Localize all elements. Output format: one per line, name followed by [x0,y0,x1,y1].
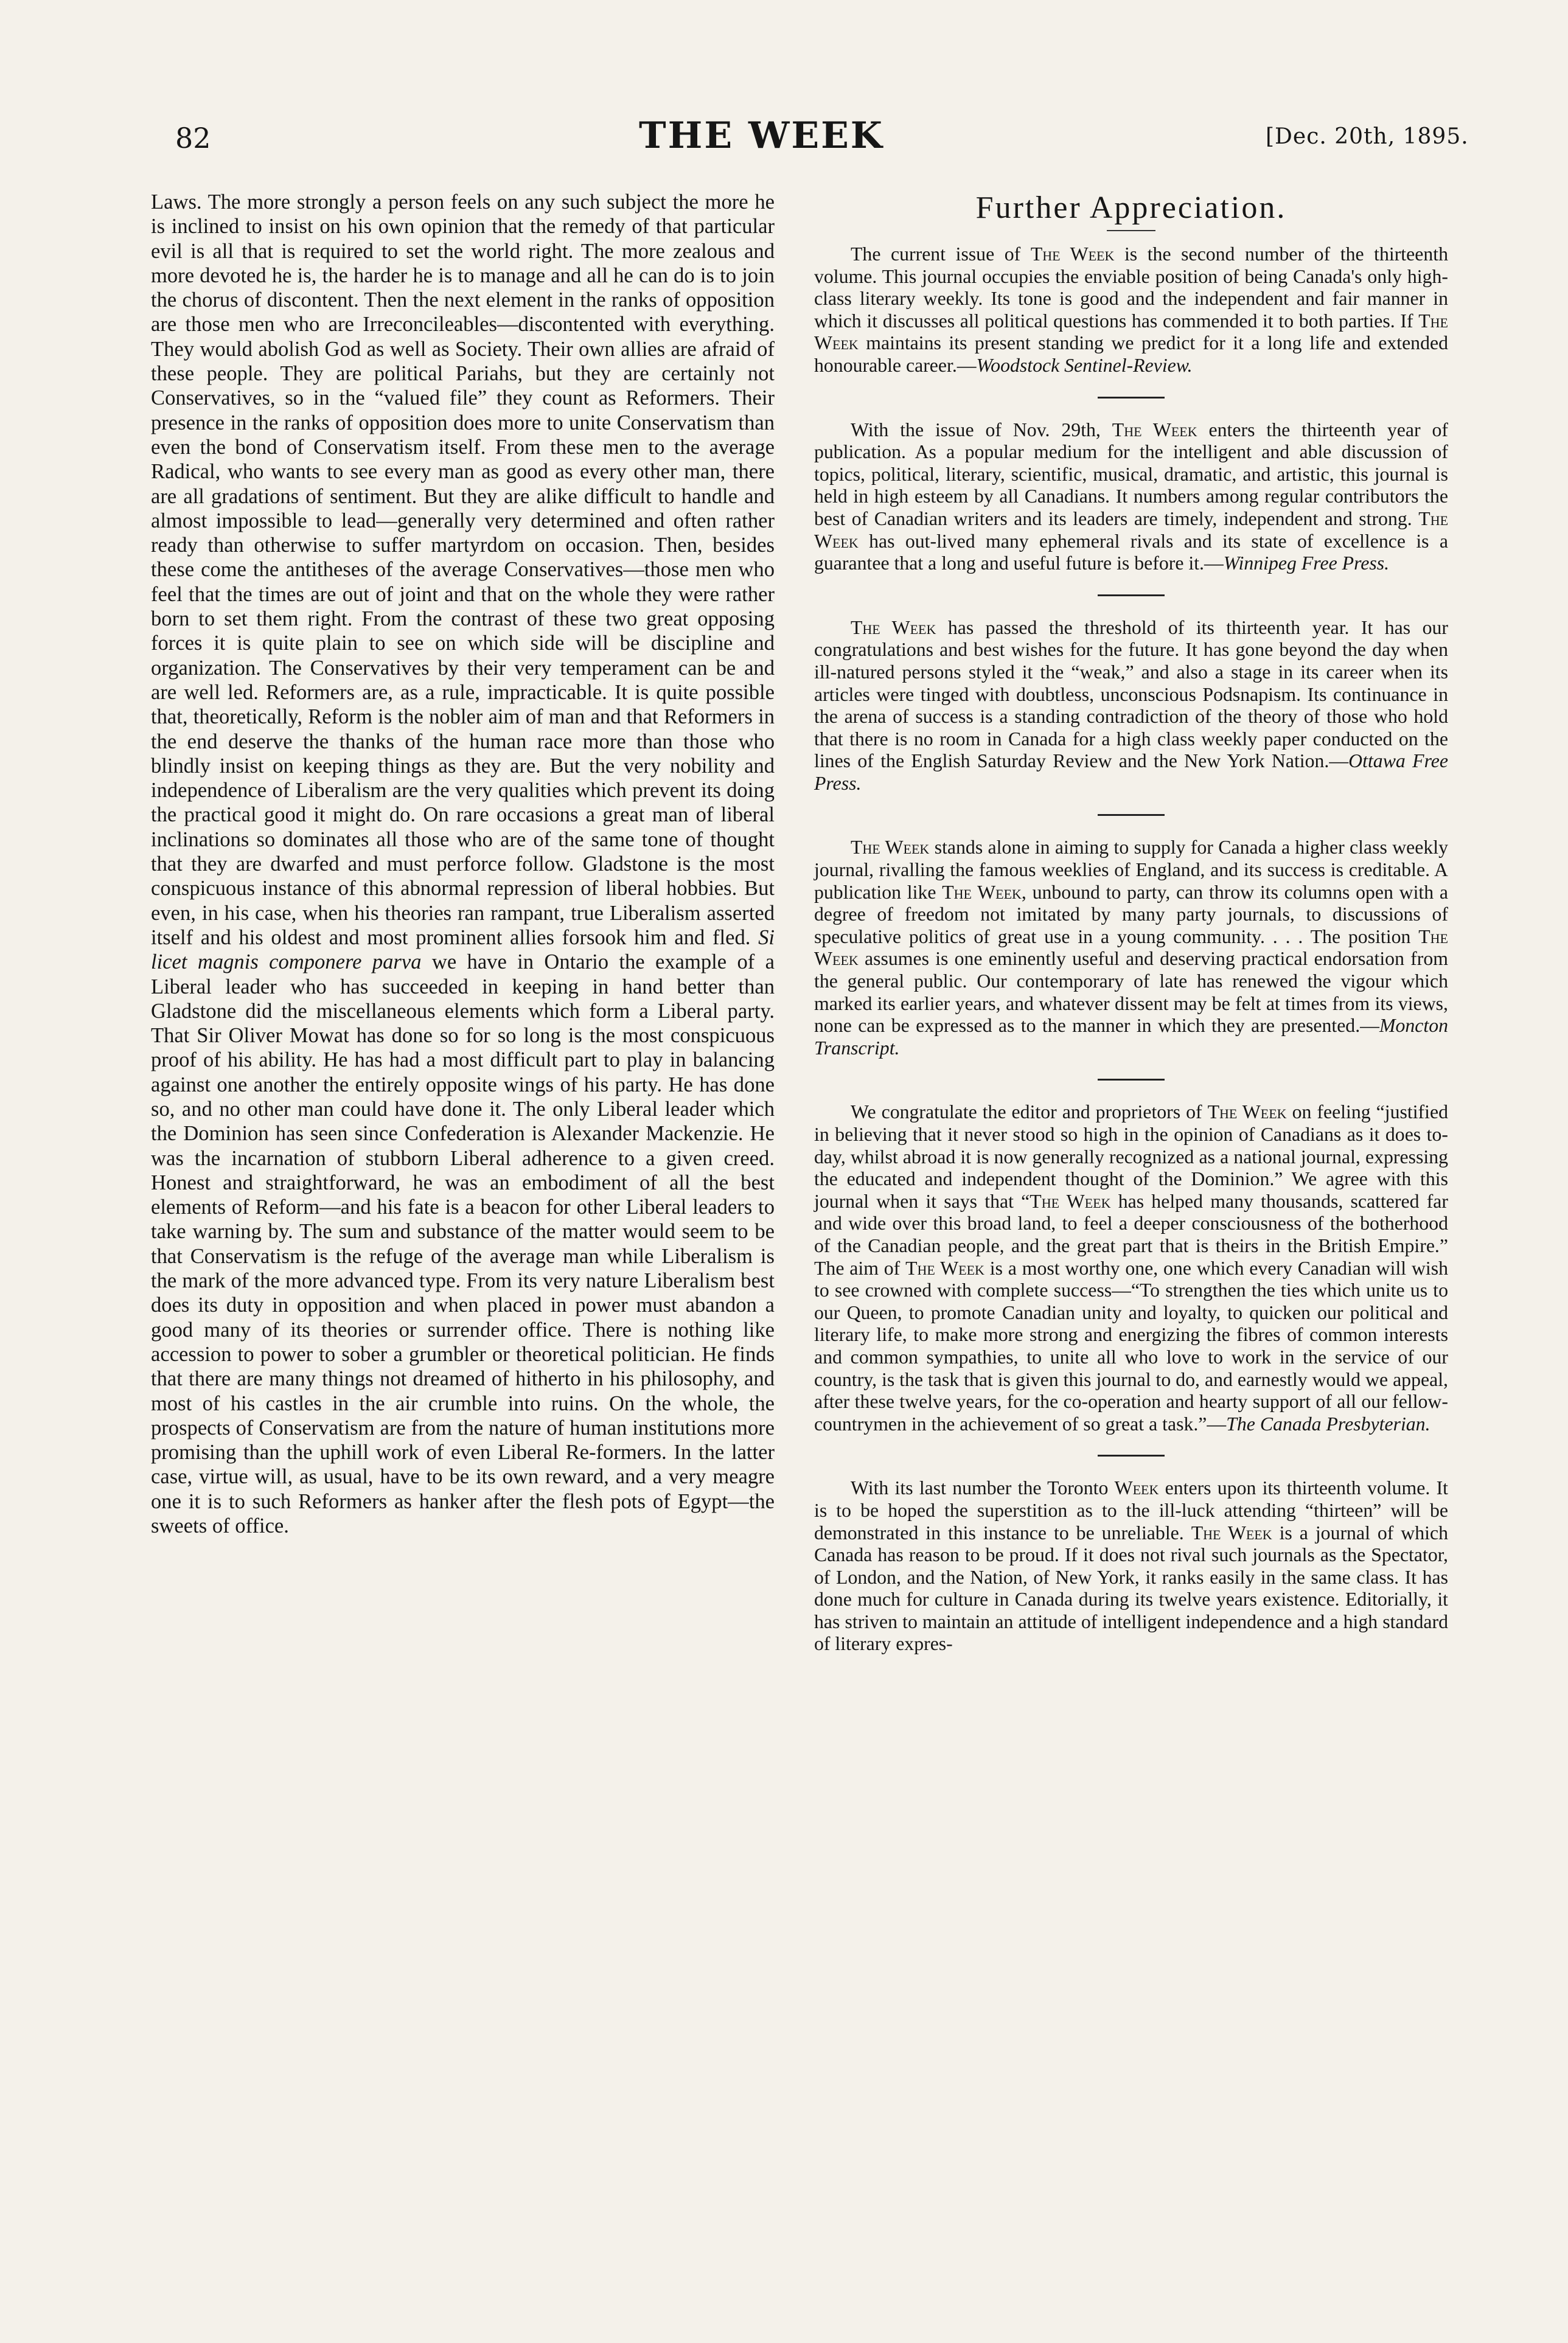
note-text: has helped many thousands, scattered far and wide over this broad land, to feel a deeper consciousness of the botherhood of the Canadian people, and the great part that is theirs in the British Empire.” The aim of [814,1190,1449,1279]
note-text: We congratulate the editor and proprietors of [851,1101,1202,1123]
note-source: Woodstock Sentinel-Review. [976,354,1193,376]
journal-name: Week [1114,1477,1159,1499]
note-text: enters the thirteenth year of publication. As a popular medium for the intelligent and able discussion of topics, political, literary, scientific, musical, dramatic, and artistic, this journal is held in high esteem by all Canadians. It numbers among regular contributors the best of Canadian writers and its leaders are timely, independent and strong. [814,419,1448,529]
section-title: Further Appreciation. [975,190,1287,225]
press-note-5 [814,1101,1448,1435]
press-note-1 [814,243,1448,377]
section-divider [1098,1079,1165,1081]
note-text: is a most worthy one, one which every Canadian will wish to see crowned with complete success—“To strengthen the ties which unite us to our Queen, to promote Canadian unity and loyalty, to quicken our political and literary life, to make more strong and energizing the fibres of common interests and common sympathies, to unite all who love to work in the service of our country, is the task that is given this journal to do, and earnestly would we appeal, after these twelve years, for the co-operation and hearty support of all our fellow-countrymen in the achievement of so great a task.”— [814,1257,1449,1435]
title-rule [1107,230,1155,231]
note-source: The Canada Presbyterian. [1226,1413,1430,1435]
journal-name: The Week [1030,1190,1111,1212]
journal-name: The Week [851,837,930,858]
masthead: THE WEEK [639,114,884,157]
section-divider [1098,397,1165,399]
journal-name: The Week [814,925,1448,970]
note-text: maintains its present standing we predict for it a long life and extended honourable career.— [814,332,1448,376]
journal-name: The Week [1030,243,1115,265]
journal-name: The Week [851,616,936,638]
note-text: enters upon its thirteenth volume. It is to be hoped the superstition as to the ill-luck attending “thirteen” will be demonstrated in this instance to be unreliable. [814,1477,1448,1544]
note-text: With its last number the Toronto [851,1477,1109,1499]
note-text: is a journal of which Canada has reason to be proud. If it does not rival such journals as the Spectator, of London, and the Nation, of New York, it ranks easily in the same class. It has done much for culture in Canada during its twelve years existence. Editorially, it has striven to maintain an attitude of intelligent independence and a high standard of literary expres- [814,1522,1449,1655]
section-divider [1098,1455,1165,1457]
note-text: on feeling “justified in believing that it never stood so high in the opinion of Canadians as it does to-day, whilst abroad it is now generally recognized as a national journal, expressing the educated and independent thought of the Dominion.” We agree with this journal when it says that “ [814,1101,1448,1212]
note-text: assumes is one eminently useful and deserving practical endorsation from the general public. Our contemporary of late has renewed the vigour which marked its earlier years, and whatever dissent may be felt at times from its views, none can be expressed as to the manner in which they are presented.— [814,948,1448,1037]
journal-name: The Week [942,881,1022,903]
note-text: , unbound to party, can throw its columns open with a degree of freedom not imitated by many party journals, to discussions of speculative politics of great use in a young community. . . . The position [814,881,1449,947]
right-column [814,190,1448,1655]
article-text: Laws. The more strongly a person feels on any such subject the more he is inclined to insist on his own opinion that the remedy of that particular evil is all that is required to set the world right. The more zealous and more devoted he is, the harder he is to manage and all he can do is to join the chorus of discontent. Then the next element in the ranks of opposition are those men who are Irreconcileables—discontented with everything. They would abolish God as well as Society. Their own allies are afraid of these people. They are political Pariahs, but they are certainly not Conservatives, so in the “valued file” they count as Reformers. Their presence in the ranks of opposition does more to unite Conservatism than even the bond of Conservatism itself. From these men to the average Radical, who wants to see every man as good as every other man, there are all gradations of sentiment. But they are alike difficult to handle and almost impossible to lead—generally very determined and often rather ready than otherwise to suffer martyrdom on occasion. Then, besides these come the antitheses of the average Conservatives—those men who feel that the times are out of joint and that on the whole they were rather born to set them right. From the contrast of these two great opposing forces it is quite plain to see on which side will be discipline and organization. The Conservatives by their very temperament can be and are well led. Reformers are, as a rule, impracticable. It is quite possible that, theoretically, Reform is the nobler aim of man and that Reformers in the end deserve the thanks of the human race more than those who blindly insist on keeping things as they are. But the very nobility and independence of Liberalism are the very qualities which prevent its doing the practical good it might do. On rare occasions a great man of liberal inclinations so dominates all those who are of the same tone of thought that they are dwarfed and must perforce follow. Gladstone is the most conspicuous instance of this abnormal repression of liberal hobbies. But even, in his case, when his theories ran rampant, true Liberalism asserted itself and his oldest and most prominent allies forsook him and fled. [151,190,775,949]
page-number: 82 [175,122,211,155]
press-note-4 [814,837,1448,1059]
article-text-continued: we have in Ontario the example of a Liberal leader who has succeeded in keeping in hand better than Gladstone did the miscellaneous elements which form a Liberal party. That Sir Oliver Mowat has done so for so long is the most conspicuous proof of his ability. He has had a most difficult part to play in balancing against one another the entirely opposite wings of his party. He has done so, and no other man could have done it. The only Liberal leader which the Dominion has seen since Confederation is Alexander Mackenzie. He was the incarnation of stubborn Liberal adherence to a given creed. Honest and straightforward, he was an embodiment of all the best elements of Reform—and his fate is a beacon for other Liberal leaders to take warning by. The sum and substance of the matter would seem to be that Conservatism is the refuge of the average man while Liberalism is the mark of the more advanced type. From its very nature Liberalism best does its duty in opposition and when placed in power must abandon a good many of its theories or surrender office. There is nothing like accession to power to sober a grumbler or theoretical politician. He finds that there are many things not dreamed of hitherto in his philosophy, and most of his castles in the air crumble into ruins. On the whole, the prospects of Conservatism are from the nature of human institutions more promising than the uphill work of even Liberal Re-formers. In the latter case, virtue will, as usual, have to be its own reward, and a very meagre one it is to such Reformers as hanker after the flesh pots of Egypt—the sweets of office. [151,950,775,1538]
journal-name: The Week [814,507,1449,552]
note-text: The current issue of [851,243,1031,265]
journal-name: The Week [814,310,1448,354]
note-text: is the second number of the thirteenth volume. This journal occupies the enviable position of being Canada's only high-class literary weekly. Its tone is good and the independent and fair manner in which it discusses all political questions has commended it to both parties. If [814,243,1449,332]
journal-name: The Week [1191,1522,1272,1544]
journal-name: The Week [905,1257,984,1279]
journal-name: The Week [1207,1101,1287,1123]
left-column [151,190,775,1538]
note-source: Moncton Transcript. [814,1015,1448,1059]
note-text: has out-lived many ephemeral rivals and its state of excellence is a guarantee that a long and useful future is before it.— [814,530,1448,574]
note-source: Ottawa Free Press. [814,750,1448,794]
section-divider [1098,594,1165,596]
journal-name: The Week [1112,419,1197,440]
note-text: has passed the threshold of its thirteenth year. It has our congratulations and best wishes for the future. It has gone beyond the day when ill-natured persons styled it the “weak,” and also a stage in its career when its articles were tinged with doubtless, unconscious Podsnapism. Its continuance in the arena of success is a standing contradiction of the theory of those who hold that there is no room in Canada for a high class weekly paper conducted on the lines of the English Saturday Review and the New York Nation.— [814,616,1448,772]
latin-quote: Si licet magnis componere parva [151,925,775,974]
article-paragraph [151,190,775,1538]
issue-date: [Dec. 20th, 1895. [1266,124,1469,149]
note-text: stands alone in aiming to supply for Canada a higher class weekly journal, rivalling the famous weeklies of England, and its success is creditable. A publication like [814,837,1449,903]
press-note-3 [814,617,1448,795]
press-note-6 [814,1477,1448,1655]
press-note-2 [814,419,1448,575]
section-divider [1098,814,1165,816]
note-text: With the issue of Nov. 29th, [851,419,1101,440]
note-source: Winnipeg Free Press. [1223,552,1390,574]
